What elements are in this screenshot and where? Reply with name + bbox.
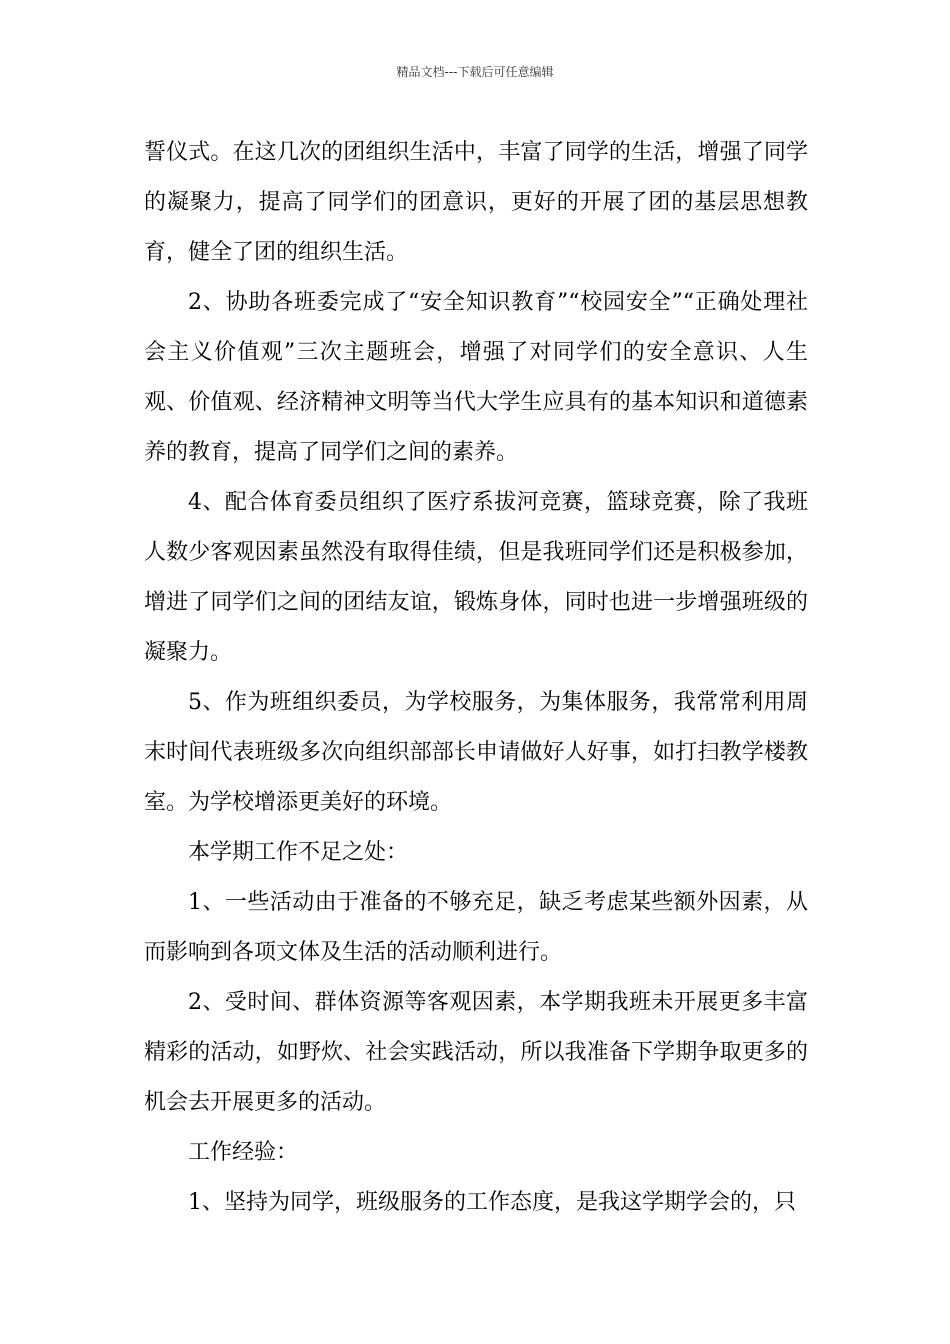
- section-heading-shortcomings: 本学期工作不足之处：: [188, 840, 409, 865]
- paragraph-2: 2、协助各班委完成了“安全知识教育”“校园安全”“正确处理社会主义价值观”三次主题班会，增强了对同学们的安全意识、人生观、价值观、经济精神文明等当代大学生应具有的基本知识和道德素养的教育，提高了同学们之间的素养。: [144, 290, 808, 465]
- paragraph-5: 1、一些活动由于准备的不够充足，缺乏考虑某些额外因素，从而影响到各项文体及生活的活动顺利进行。: [144, 890, 808, 965]
- section-heading-experience: 工作经验：: [188, 1140, 299, 1165]
- paragraph-1: 誓仪式。在这几次的团组织生活中，丰富了同学的生活，增强了同学的凝聚力，提高了同学们的团意识，更好的开展了团的基层思想教育，健全了团的组织生活。: [144, 140, 808, 265]
- paragraph-7: 1、坚持为同学，班级服务的工作态度，是我这学期学会的，只: [188, 1190, 796, 1215]
- document-body: [144, 128, 808, 1228]
- paragraph-6: 2、受时间、群体资源等客观因素，本学期我班未开展更多丰富精彩的活动，如野炊、社会实践活动，所以我准备下学期争取更多的机会去开展更多的活动。: [144, 990, 808, 1115]
- paragraph-3: 4、配合体育委员组织了医疗系拔河竞赛，篮球竞赛，除了我班人数少客观因素虽然没有取得佳绩，但是我班同学们还是积极参加，增进了同学们之间的团结友谊，锻炼身体，同时也进一步增强班级的凝聚力。: [144, 490, 808, 665]
- paragraph-4: 5、作为班组织委员，为学校服务，为集体服务，我常常利用周末时间代表班级多次向组织部部长申请做好人好事，如打扫教学楼教室。为学校增添更美好的环境。: [144, 690, 808, 815]
- page-header: 精品文档---下载后可任意编辑: [396, 65, 554, 79]
